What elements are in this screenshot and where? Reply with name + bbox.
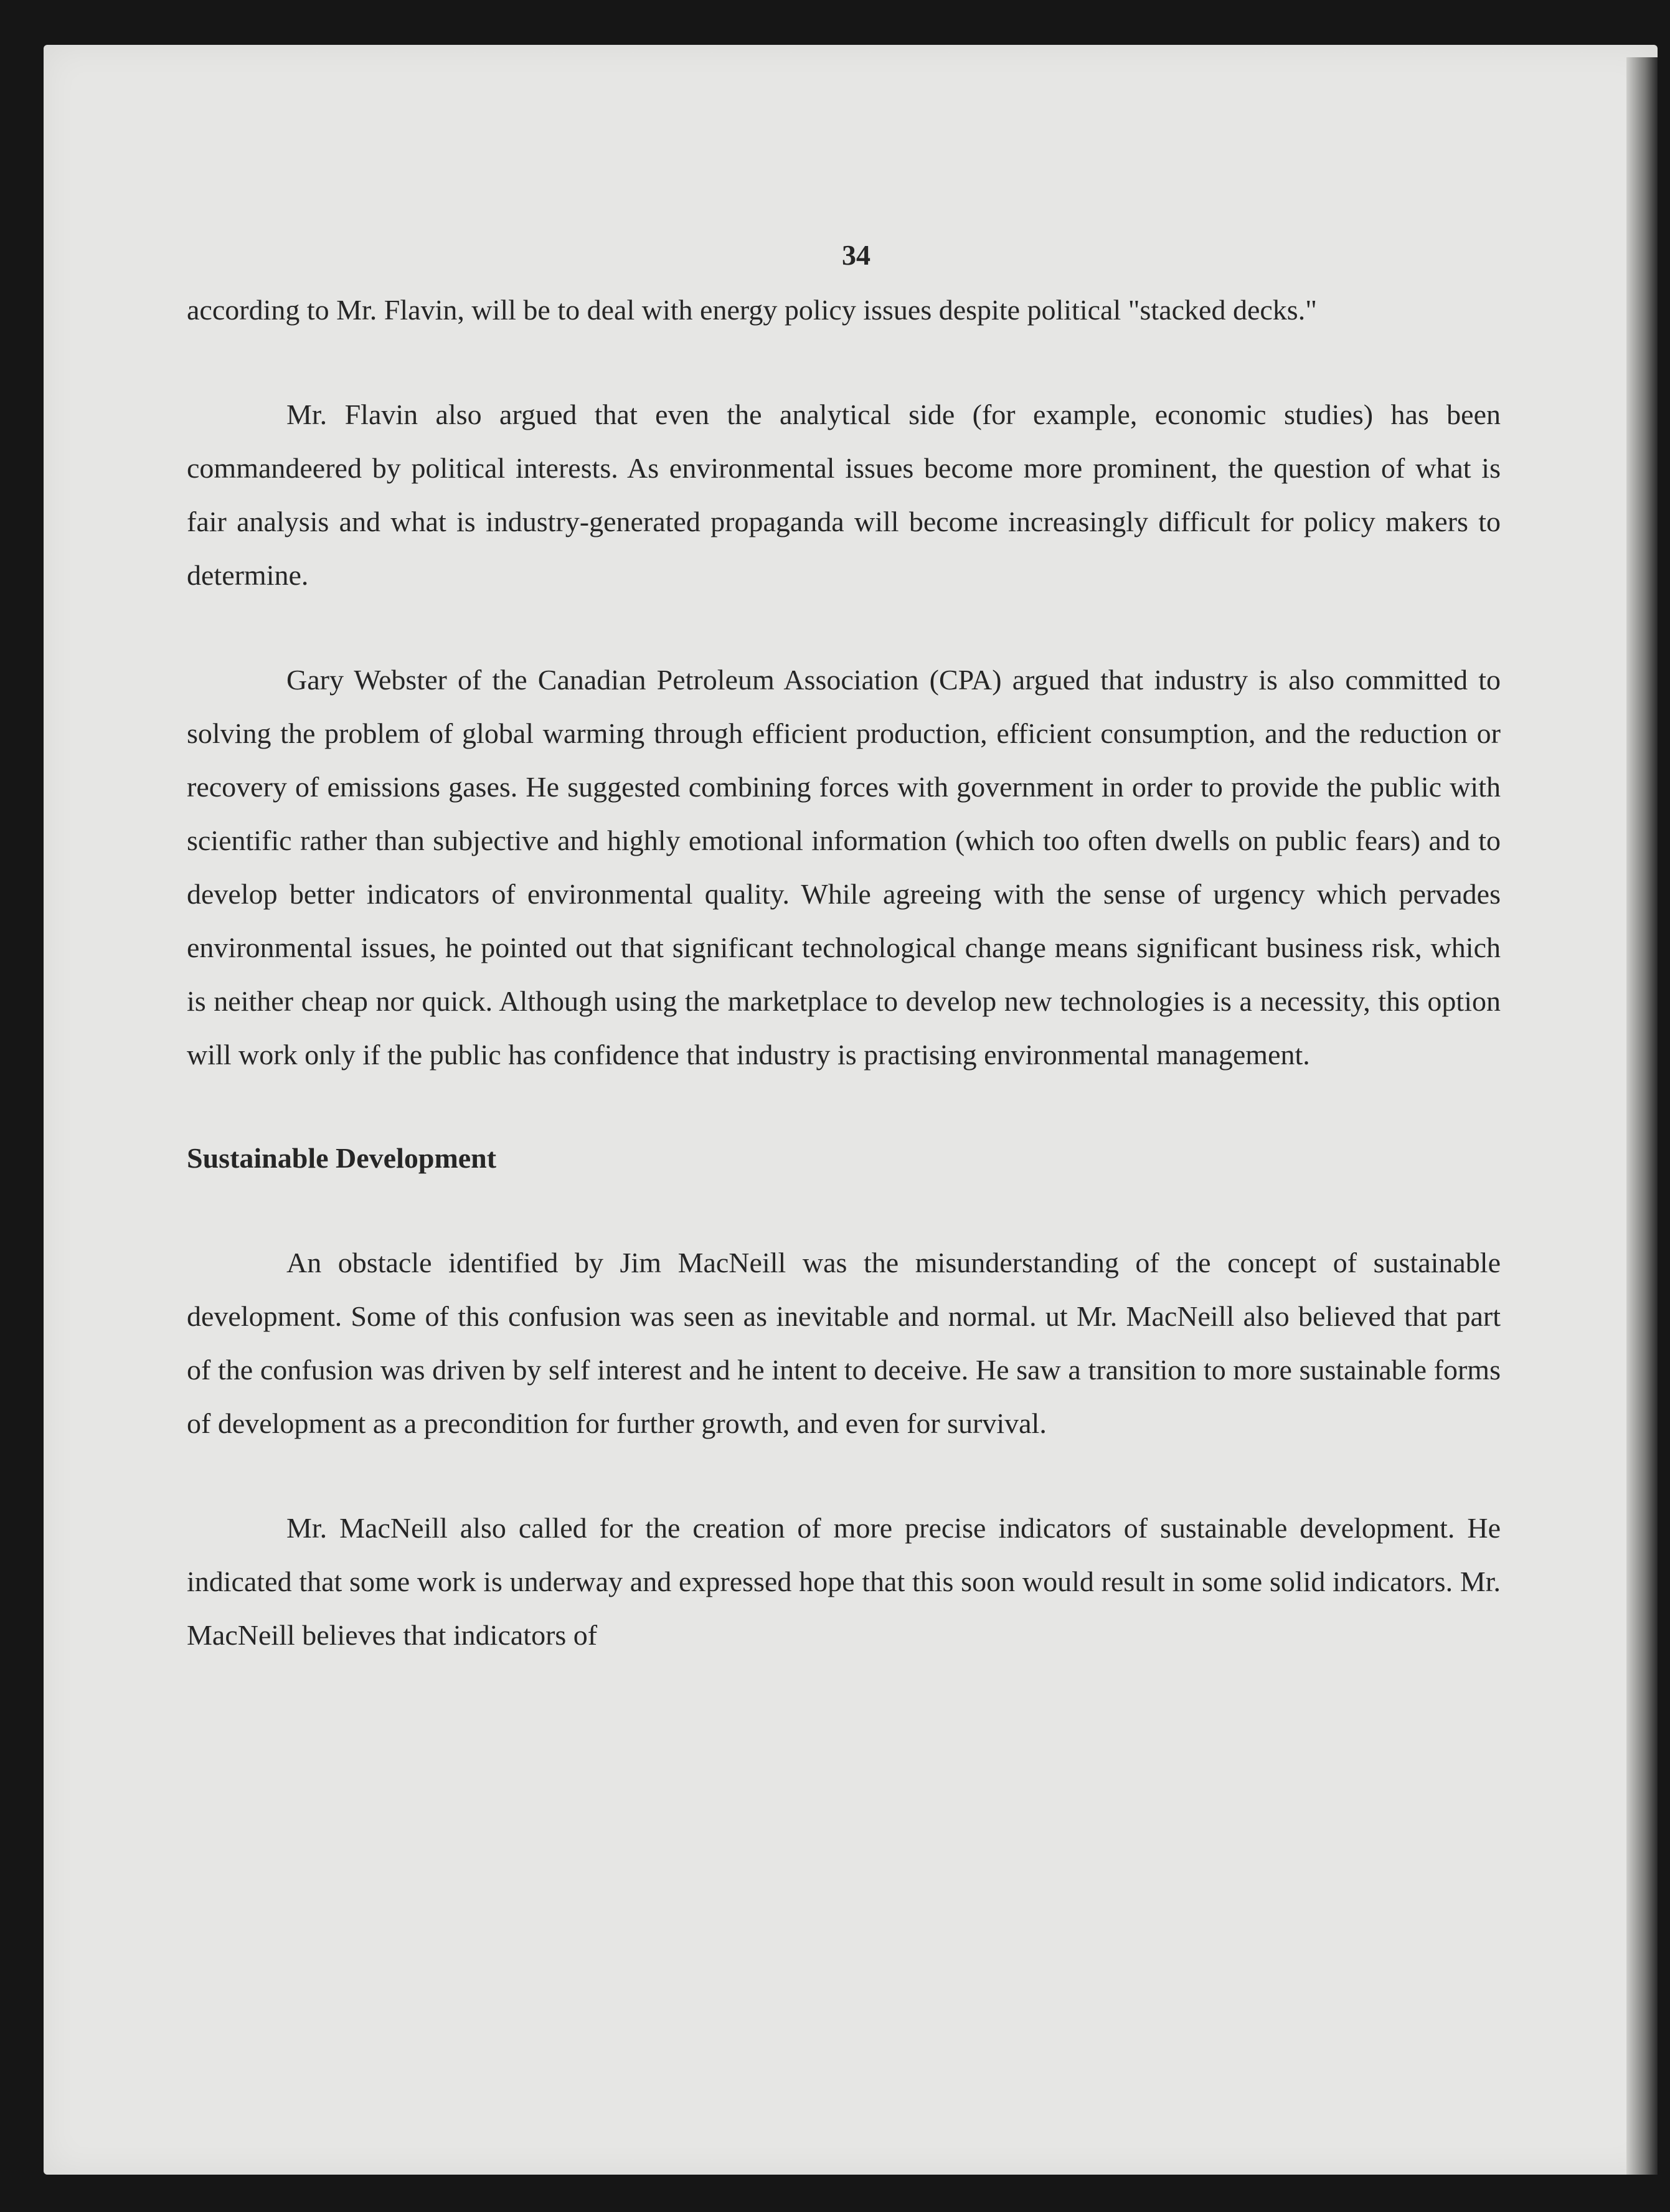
paragraph-macneill-obstacle: An obstacle identified by Jim MacNeill was the misunderstanding of the concept of sustainable development. Some of this confusion was seen as inevitable and normal. ut Mr. MacNeill also believed that part of the confusion was driven by self interest and he intent to deceive. He saw a transition to more sustainable forms of development as a precondition for further growth, and even for survival.: [187, 1247, 1501, 1439]
page-edge-shadow: [1626, 57, 1658, 2175]
page-number: 34: [842, 239, 870, 271]
paragraph-continuation: according to Mr. Flavin, will be to deal with energy policy issues despite political "stacked decks.": [187, 294, 1317, 326]
page-content: [187, 234, 1501, 1662]
paragraph-webster-cpa: Gary Webster of the Canadian Petroleum Association (CPA) argued that industry is also committed to solving the problem of global warming through efficient production, efficient consumption, and the reduction or recovery of emissions gases. He suggested combining forces with government in order to provide the public with scientific rather than subjective and highly emotional information (which too often dwells on public fears) and to develop better indicators of environmental quality. While agreeing with the sense of urgency which pervades environmental issues, he pointed out that significant technological change means significant business risk, which is neither cheap nor quick. Although using the marketplace to develop new technologies is a necessity, this option will work only if the public has confidence that industry is practising environmental management.: [187, 664, 1501, 1071]
paragraph-macneill-indicators: Mr. MacNeill also called for the creation of more precise indicators of sustainable development. He indicated that some work is underway and expressed hope that this soon would result in some solid indicators. Mr. MacNeill believes that indicators of: [187, 1512, 1501, 1651]
section-heading-sustainable-development: Sustainable Development: [187, 1142, 497, 1174]
paragraph-flavin-analytical: Mr. Flavin also argued that even the analytical side (for example, economic studies) has been commandeered by political interests. As environmental issues become more prominent, the question of what is fair analysis and what is industry-generated propaganda will become increasingly difficult for policy makers to determine.: [187, 399, 1501, 591]
